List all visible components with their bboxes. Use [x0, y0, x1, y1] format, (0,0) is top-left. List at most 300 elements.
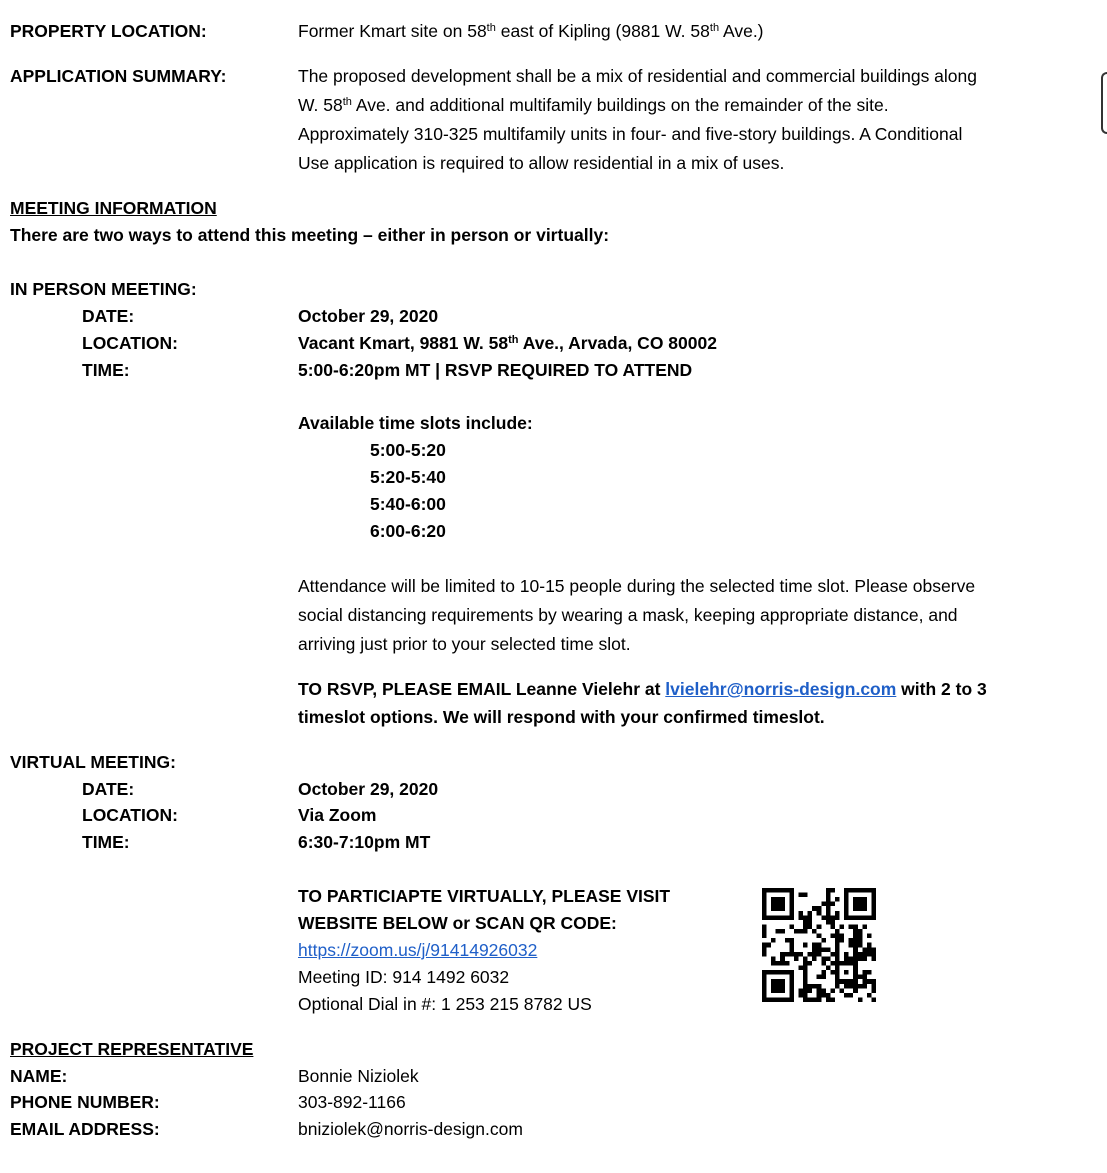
qr-module: [789, 943, 794, 948]
qr-module: [812, 929, 817, 934]
meeting-information-intro: There are two ways to attend this meeting – either in person or virtually:: [10, 225, 610, 245]
qr-module: [862, 970, 867, 975]
rsvp-instructions: TO RSVP, PLEASE EMAIL Leanne Vielehr at lvielehr@norris-design.com with 2 to 3: [298, 679, 987, 699]
qr-module: [785, 961, 790, 966]
qr-module: [871, 947, 876, 952]
qr-module: [840, 961, 845, 966]
qr-module: [821, 975, 826, 980]
qr-module: [835, 897, 840, 902]
qr-module: [803, 920, 808, 925]
qr-module: [840, 924, 845, 929]
qr-module: [858, 915, 863, 920]
in-person-heading: IN PERSON MEETING:: [10, 279, 197, 299]
qr-module: [844, 952, 849, 957]
qr-module: [830, 934, 835, 939]
in-person-location-value: Vacant Kmart, 9881 W. 58th Ave., Arvada, CO 80002: [298, 333, 717, 353]
qr-module: [853, 979, 858, 984]
qr-module: [858, 929, 863, 934]
qr-module: [849, 943, 854, 948]
qr-module: [794, 929, 799, 934]
qr-module: [789, 979, 794, 984]
qr-module: [853, 934, 858, 939]
qr-module: [789, 897, 794, 902]
qr-module: [762, 906, 767, 911]
qr-module: [853, 956, 858, 961]
rsvp-email-link[interactable]: lvielehr@norris-design.com: [665, 679, 897, 699]
qr-module: [762, 988, 767, 993]
qr-module: [798, 988, 803, 993]
qr-module: [762, 929, 767, 934]
qr-module: [762, 888, 767, 893]
qr-module: [858, 952, 863, 957]
qr-module: [762, 993, 767, 998]
qr-module: [771, 988, 776, 993]
qr-module: [849, 938, 854, 943]
qr-module: [812, 952, 817, 957]
qr-module: [858, 902, 863, 907]
qr-module: [830, 924, 835, 929]
qr-module: [803, 979, 808, 984]
qr-module: [862, 979, 867, 984]
qr-module: [853, 938, 858, 943]
qr-module: [776, 988, 781, 993]
time-slot: 5:00-5:20: [370, 440, 446, 460]
qr-module: [835, 911, 840, 916]
qr-module: [780, 929, 785, 934]
qr-module: [762, 997, 767, 1002]
qr-module: [821, 915, 826, 920]
qr-module: [771, 938, 776, 943]
dial-in-number: Optional Dial in #: 1 253 215 8782 US: [298, 994, 592, 1014]
qr-module: [821, 993, 826, 998]
qr-module: [762, 924, 767, 929]
qr-module: [776, 906, 781, 911]
qr-module: [821, 938, 826, 943]
qr-module: [871, 956, 876, 961]
attendance-note-line: social distancing requirements by wearing a mask, keeping appropriate distance, and: [298, 605, 958, 625]
qr-module: [785, 888, 790, 893]
qr-module: [858, 897, 863, 902]
qr-module: [771, 979, 776, 984]
qr-module: [844, 961, 849, 966]
qr-module: [858, 984, 863, 989]
qr-module: [862, 897, 867, 902]
qr-module: [780, 970, 785, 975]
virtual-instructions-line: WEBSITE BELOW or SCAN QR CODE:: [298, 913, 617, 933]
qr-module: [840, 938, 845, 943]
qr-module: [826, 997, 831, 1002]
qr-module: [767, 943, 772, 948]
qr-module: [762, 975, 767, 980]
in-person-date-label: DATE:: [82, 306, 135, 326]
qr-module: [835, 961, 840, 966]
qr-module: [871, 984, 876, 989]
qr-module: [789, 988, 794, 993]
application-summary-line: W. 58th Ave. and additional multifamily buildings on the remainder of the site.: [298, 95, 889, 115]
meeting-information-heading: MEETING INFORMATION: [10, 198, 217, 218]
qr-module: [762, 911, 767, 916]
qr-module: [780, 956, 785, 961]
qr-module: [808, 984, 813, 989]
in-person-time-value: 5:00-6:20pm MT | RSVP REQUIRED TO ATTEND: [298, 360, 693, 380]
representative-email-label: EMAIL ADDRESS:: [10, 1119, 160, 1139]
application-summary-line: Approximately 310-325 multifamily units in four- and five-story buildings. A Conditional: [298, 124, 963, 144]
qr-module: [835, 956, 840, 961]
qr-module: [762, 979, 767, 984]
qr-module: [785, 952, 790, 957]
qr-module: [817, 947, 822, 952]
qr-module: [798, 966, 803, 971]
qr-module: [762, 970, 767, 975]
qr-module: [789, 911, 794, 916]
qr-module: [862, 952, 867, 957]
qr-module: [867, 943, 872, 948]
qr-module: [830, 902, 835, 907]
qr-module: [862, 906, 867, 911]
qr-module: [835, 938, 840, 943]
qr-module: [771, 984, 776, 989]
qr-module: [867, 947, 872, 952]
qr-module: [826, 888, 831, 893]
qr-module: [789, 975, 794, 980]
qr-module: [789, 902, 794, 907]
qr-module: [835, 915, 840, 920]
application-summary-line: Use application is required to allow residential in a mix of uses.: [298, 153, 785, 173]
qr-module: [789, 915, 794, 920]
qr-module: [767, 997, 772, 1002]
time-slot: 5:40-6:00: [370, 494, 446, 514]
qr-module: [817, 911, 822, 916]
qr-module: [762, 893, 767, 898]
qr-module: [789, 888, 794, 893]
qr-module: [871, 915, 876, 920]
qr-module: [844, 984, 849, 989]
representative-phone-label: PHONE NUMBER:: [10, 1092, 160, 1112]
qr-module: [798, 893, 803, 898]
qr-module: [853, 961, 858, 966]
qr-module: [767, 888, 772, 893]
qr-module: [808, 988, 813, 993]
qr-module: [858, 934, 863, 939]
qr-module: [849, 956, 854, 961]
qr-module: [808, 911, 813, 916]
qr-module: [835, 984, 840, 989]
property-location-value: Former Kmart site on 58th east of Kipling (9881 W. 58th Ave.): [298, 21, 764, 41]
qr-module: [821, 956, 826, 961]
qr-module: [780, 979, 785, 984]
qr-module: [789, 984, 794, 989]
qr-module: [830, 888, 835, 893]
qr-module: [771, 956, 776, 961]
virtual-date-value: October 29, 2020: [298, 779, 439, 799]
qr-module: [812, 956, 817, 961]
qr-module: [853, 943, 858, 948]
qr-module: [803, 966, 808, 971]
qr-module: [762, 952, 767, 957]
qr-module: [830, 997, 835, 1002]
qr-module: [853, 952, 858, 957]
qr-module: [776, 961, 781, 966]
qr-module: [835, 966, 840, 971]
qr-module: [858, 943, 863, 948]
qr-module: [871, 979, 876, 984]
representative-phone-value: 303-892-1166: [298, 1092, 406, 1112]
qr-module: [871, 897, 876, 902]
qr-module: [867, 934, 872, 939]
qr-module: [849, 961, 854, 966]
qr-module: [835, 929, 840, 934]
qr-module: [844, 911, 849, 916]
qr-module: [817, 943, 822, 948]
qr-module: [817, 975, 822, 980]
qr-module: [844, 956, 849, 961]
qr-module: [830, 952, 835, 957]
qr-module: [776, 902, 781, 907]
qr-module: [853, 975, 858, 980]
qr-module: [853, 897, 858, 902]
qr-module: [776, 915, 781, 920]
qr-module: [862, 956, 867, 961]
qr-module: [817, 952, 822, 957]
qr-module: [844, 979, 849, 984]
virtual-location-label: LOCATION:: [82, 805, 178, 825]
qr-module: [817, 906, 822, 911]
qr-module: [826, 897, 831, 902]
qr-module: [849, 924, 854, 929]
qr-module: [776, 897, 781, 902]
qr-module: [762, 984, 767, 989]
qr-module: [803, 915, 808, 920]
qr-module: [871, 893, 876, 898]
qr-module: [817, 988, 822, 993]
qr-module: [862, 924, 867, 929]
qr-module: [862, 975, 867, 980]
qr-module: [840, 979, 845, 984]
qr-module: [785, 970, 790, 975]
qr-module: [858, 997, 863, 1002]
qr-module: [826, 911, 831, 916]
qr-module: [771, 888, 776, 893]
qr-module: [771, 997, 776, 1002]
qr-module: [808, 920, 813, 925]
qr-module: [789, 924, 794, 929]
qr-module: [844, 915, 849, 920]
representative-name-label: NAME:: [10, 1066, 68, 1086]
qr-module: [835, 970, 840, 975]
qr-module: [803, 929, 808, 934]
qr-module: [776, 984, 781, 989]
qr-module: [817, 984, 822, 989]
qr-module: [789, 952, 794, 957]
qr-module: [858, 938, 863, 943]
qr-module: [789, 993, 794, 998]
qr-module: [780, 952, 785, 957]
qr-module: [826, 915, 831, 920]
qr-module: [780, 961, 785, 966]
time-slots-heading: Available time slots include:: [298, 413, 533, 433]
qr-module: [776, 997, 781, 1002]
qr-module: [780, 915, 785, 920]
qr-module: [826, 993, 831, 998]
qr-module: [789, 997, 794, 1002]
qr-module: [835, 952, 840, 957]
qr-module: [821, 902, 826, 907]
qr-module: [798, 929, 803, 934]
qr-module: [817, 997, 822, 1002]
qr-module: [794, 956, 799, 961]
qr-module: [803, 924, 808, 929]
qr-module: [776, 888, 781, 893]
qr-module: [762, 915, 767, 920]
qr-module: [803, 970, 808, 975]
qr-module: [789, 947, 794, 952]
qr-module: [830, 915, 835, 920]
qr-module: [853, 984, 858, 989]
qr-module: [853, 902, 858, 907]
qr-module: [867, 993, 872, 998]
qr-module: [794, 952, 799, 957]
qr-module: [835, 943, 840, 948]
qr-module: [785, 997, 790, 1002]
qr-module: [803, 997, 808, 1002]
virtual-time-label: TIME:: [82, 832, 130, 852]
qr-module: [844, 902, 849, 907]
qr-module: [767, 915, 772, 920]
qr-module: [817, 924, 822, 929]
qr-module: [844, 906, 849, 911]
virtual-location-value: Via Zoom: [298, 805, 377, 825]
qr-module: [767, 970, 772, 975]
qr-module: [853, 966, 858, 971]
qr-module: [867, 979, 872, 984]
qr-module: [830, 970, 835, 975]
zoom-url-link[interactable]: https://zoom.us/j/91414926032: [298, 940, 538, 960]
qr-module: [808, 997, 813, 1002]
property-location-label: PROPERTY LOCATION:: [10, 21, 207, 41]
qr-module: [798, 993, 803, 998]
qr-module: [871, 911, 876, 916]
time-slot: 5:20-5:40: [370, 467, 446, 487]
qr-module: [871, 902, 876, 907]
qr-module: [780, 988, 785, 993]
qr-module: [862, 947, 867, 952]
virtual-date-label: DATE:: [82, 779, 135, 799]
qr-module: [780, 906, 785, 911]
rsvp-instructions-line2: timeslot options. We will respond with your confirmed timeslot.: [298, 707, 825, 727]
qr-module: [844, 897, 849, 902]
qr-module: [780, 997, 785, 1002]
qr-module: [821, 961, 826, 966]
virtual-time-value: 6:30-7:10pm MT: [298, 832, 431, 852]
qr-module: [817, 934, 822, 939]
in-person-location-label: LOCATION:: [82, 333, 178, 353]
qr-module: [762, 934, 767, 939]
qr-module: [803, 993, 808, 998]
in-person-time-label: TIME:: [82, 360, 130, 380]
qr-module: [803, 961, 808, 966]
qr-module: [844, 993, 849, 998]
qr-module: [803, 943, 808, 948]
qr-module: [771, 902, 776, 907]
qr-module: [803, 893, 808, 898]
qr-module: [853, 988, 858, 993]
qr-module: [871, 888, 876, 893]
qr-module: [789, 906, 794, 911]
qr-module: [853, 906, 858, 911]
qr-module: [798, 915, 803, 920]
qr-module: [789, 970, 794, 975]
qr-module: [771, 970, 776, 975]
qr-module: [826, 947, 831, 952]
qr-module: [821, 988, 826, 993]
qr-module: [803, 975, 808, 980]
qr-module: [808, 915, 813, 920]
qr-module: [871, 952, 876, 957]
qr-module: [762, 947, 767, 952]
qr-module: [780, 984, 785, 989]
qr-module: [853, 915, 858, 920]
qr-module: [867, 888, 872, 893]
qr-module: [771, 897, 776, 902]
qr-module: [830, 920, 835, 925]
qr-module: [808, 952, 813, 957]
qr-module: [812, 943, 817, 948]
representative-email-value: bniziolek@norris-design.com: [298, 1119, 523, 1139]
qr-module: [826, 902, 831, 907]
qr-module: [862, 902, 867, 907]
representative-name-value: Bonnie Niziolek: [298, 1066, 419, 1086]
qr-module: [826, 966, 831, 971]
application-summary-label: APPLICATION SUMMARY:: [10, 66, 227, 86]
qr-module: [853, 947, 858, 952]
qr-module: [826, 956, 831, 961]
qr-module: [835, 947, 840, 952]
qr-module: [871, 988, 876, 993]
qr-module: [871, 997, 876, 1002]
qr-module: [844, 893, 849, 898]
attendance-note-line: Attendance will be limited to 10-15 people during the selected time slot. Please observe: [298, 576, 976, 596]
qr-module: [862, 888, 867, 893]
qr-module: [835, 975, 840, 980]
qr-module: [830, 988, 835, 993]
qr-module: [844, 888, 849, 893]
qr-module: [789, 893, 794, 898]
qr-module: [849, 979, 854, 984]
qr-module: [862, 915, 867, 920]
qr-module: [858, 956, 863, 961]
qr-module: [776, 970, 781, 975]
qr-module: [812, 947, 817, 952]
qr-module: [798, 952, 803, 957]
qr-module: [830, 961, 835, 966]
qr-module: [840, 988, 845, 993]
qr-module: [826, 893, 831, 898]
application-summary-line: The proposed development shall be a mix of residential and commercial buildings along: [298, 66, 977, 86]
qr-module: [780, 902, 785, 907]
qr-module: [821, 970, 826, 975]
qr-module: [785, 938, 790, 943]
qr-module: [817, 993, 822, 998]
qr-code-icon[interactable]: [762, 888, 876, 1002]
qr-module: [849, 984, 854, 989]
qr-module: [812, 997, 817, 1002]
qr-module: [867, 915, 872, 920]
qr-module: [867, 952, 872, 957]
qr-module: [853, 929, 858, 934]
page-edge-tab: [1101, 72, 1107, 134]
qr-module: [826, 906, 831, 911]
qr-module: [849, 915, 854, 920]
